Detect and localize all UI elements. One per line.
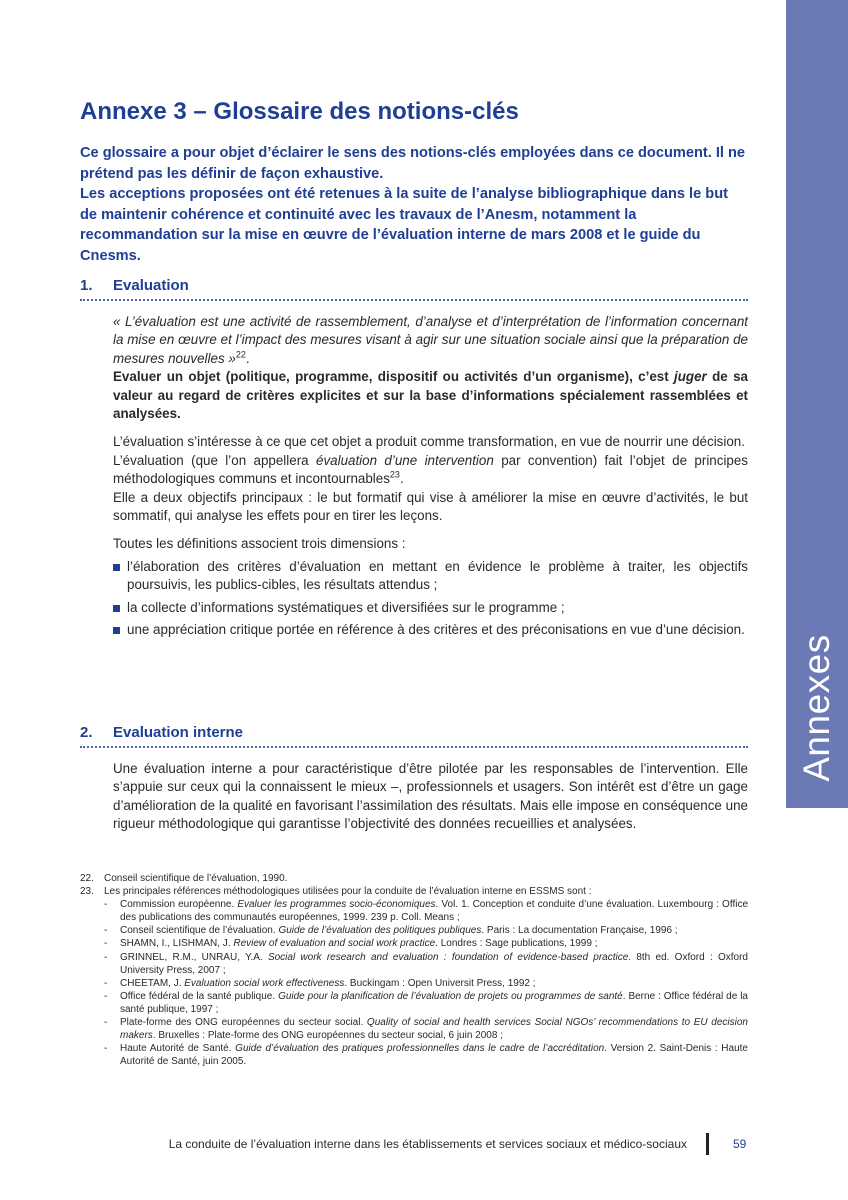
list-item: une appréciation critique portée en référence à des critères et des préconisations en vue d’une décision.	[113, 621, 748, 639]
list-item: l’élaboration des critères d’évaluation en mettant en évidence le problème à traiter, les objectifs poursuivis, les publics-cibles, les résultats attendus ;	[113, 558, 748, 595]
page-title: Annexe 3 – Glossaire des notions-clés	[80, 98, 519, 125]
intro-paragraph: Les acceptions proposées ont été retenues à la suite de l’analyse bibliographique dans le but de maintenir cohérence et continuité avec les travaux de l’Anesm, notamment la recommandation sur la mise en œuvre de l’évaluation interne de mars 2008 et le guide du Cnesms.	[80, 186, 728, 264]
body-paragraph: Une évaluation interne a pour caractéristique d’être pilotée par les responsables de l’intervention. Elle s’appuie sur ceux qui la connaissent le mieux –, professionnels et usagers. Son intérêt est d’être un gage d’amélioration de la qualité en favorisant l’assimilation des résultats. Mais elle impose en conséquence une rigueur méthodologique qui garantisse l’objectivité des données recueillies et analysées.	[113, 761, 748, 832]
list-intro: Toutes les définitions associent trois dimensions :	[113, 536, 406, 552]
section-body-evaluation-interne	[113, 760, 748, 834]
intro	[80, 143, 748, 266]
footnote-22: 22. Conseil scientifique de l’évaluation, 1990.	[80, 873, 288, 884]
section-title: Evaluation	[113, 277, 189, 294]
reference-list	[104, 898, 748, 1068]
section-body-evaluation	[113, 313, 748, 644]
reference-item: - Plate-forme des ONG européennes du secteur social. Quality of social and health services Social NGOs’ recommendations to EU decision makers. Bruxelles : Plate-forme des ONG européennes du secteur social, 6 juin 2008 ;	[104, 1017, 748, 1042]
definition-bold: Evaluer un objet (politique, programme, dispositif ou activités d’un organisme), c’est juger de sa valeur au regard de critères explicites et sur la base d’informations spécialement rassemblées et analysées.	[113, 369, 748, 422]
page-footer	[0, 1136, 848, 1156]
footnotes	[80, 872, 748, 1068]
body-paragraph: L’évaluation s’intéresse à ce que cet objet a produit comme transformation, en vue de nourrir une décision.	[113, 434, 745, 450]
list-item: la collecte d’informations systématiques et diversifiées sur le programme ;	[113, 599, 748, 617]
intro-paragraph: Ce glossaire a pour objet d’éclairer le sens des notions-clés employées dans ce document. Il ne prétend pas les définir de façon exhaustive.	[80, 145, 746, 182]
reference-item: - Commission européenne. Evaluer les programmes socio-économiques. Vol. 1. Conception et conduite d’une évaluation. Luxembourg : Office des publications des communautés européennes, 1999. 239 p. Coll. Means ;	[104, 899, 748, 924]
section-number: 2.	[80, 724, 93, 741]
section-title: Evaluation interne	[113, 724, 244, 741]
body-paragraph: Elle a deux objectifs principaux : le but formatif qui vise à améliorer la mise en œuvre d’activités, le but sommatif, qui analyse les effets pour en tirer les leçons.	[113, 489, 748, 524]
section-heading-evaluation-interne	[80, 724, 748, 748]
reference-item: - Office fédéral de la santé publique. Guide pour la planification de l’évaluation de projets ou programmes de santé. Berne : Office fédéral de la santé publique, 1997 ;	[104, 990, 748, 1015]
definition-quote: « L’évaluation est une activité de rassemblement, d’analyse et d’interprétation de l’information concernant la mise en œuvre et l’impact des mesures visant à agir sur une situation sociale ainsi que la préparation de mesures nouvelles »$^{22}$.	[113, 314, 748, 366]
footer-title: La conduite de l’évaluation interne dans les établissements et services sociaux et médico-sociaux	[168, 1137, 687, 1151]
footer-divider	[706, 1133, 709, 1155]
side-tab-label: Annexes	[796, 634, 837, 782]
footnote-ref[interactable]: 22	[235, 349, 246, 360]
dimension-list	[113, 558, 748, 640]
square-bullet-icon	[113, 605, 120, 612]
section-number: 1.	[80, 277, 93, 294]
reference-item: - CHEETAM, J. Evaluation social work effectiveness. Buckingam : Open Universit Press, 1992 ;	[104, 977, 536, 989]
footnote-ref[interactable]: 23	[389, 469, 400, 480]
square-bullet-icon	[113, 564, 120, 571]
square-bullet-icon	[113, 627, 120, 634]
reference-item: - SHAMN, I., LISHMAN, J. Review of evaluation and social work practice. Londres : Sage publications, 1999 ;	[104, 938, 598, 950]
section-heading-evaluation	[80, 277, 748, 301]
reference-item: - GRINNEL, R.M., UNRAU, Y.A. Social work research and evaluation : foundation of evidence-based practice. 8th ed. Oxford : Oxford University Press, 2007 ;	[104, 951, 748, 976]
reference-item: - Haute Autorité de Santé. Guide d’évaluation des pratiques professionnelles dans le cadre de l’accréditation. Version 2. Saint-Denis : Haute Autorité de Santé, juin 2005.	[104, 1043, 748, 1068]
body-paragraph: L’évaluation (que l’on appellera évaluation d’une intervention par convention) fait l’objet de principes méthodologiques communs et incontournables$^{23}$.	[113, 452, 749, 487]
footnote-23: 23. Les principales références méthodologiques utilisées pour la conduite de l’évaluation interne en ESSMS sont : - Commission européenne. Evaluer les programmes socio-économiques. Vol. 1. Conception et conduite d’une évaluation. Luxembourg : Office des publications des communautés européennes, 1999. 239 p. Coll. Means ; - Conseil scientifique de l’évaluation. Guide de l’évaluation des politiques publiques. Paris : La documentation Française, 1996 ; - SHAMN, I., LISHMAN, J. Review of evaluation and social work practice. Londres : Sage publications, 1999 ; - GRINNEL, R.M., UNRAU, Y.A. Social work research and evaluation : foundation of evidence-based practice. 8th ed. Oxford : Oxford University Press, 2007 ; - CHEETAM, J. Evaluation social work effectiveness. Buckingam : Open Universit Press, 1992 ; - Office fédéral de la santé publique. Guide pour la planification de l’évaluation de projets ou programmes de santé. Berne : Office fédéral de la santé publique, 1997 ; - Plate-forme des ONG européennes du secteur social. Quality of social and health services Social NGOs’ recommendations to EU decision makers. Bruxelles : Plate-forme des ONG européennes du secteur social, 6 juin 2008 ; - Haute Autorité de Santé. Guide d’évaluation des pratiques professionnelles dans le cadre de l’accréditation. Version 2. Saint-Denis : Haute Autorité de Santé, juin 2005.	[80, 886, 748, 1068]
reference-item: - Conseil scientifique de l’évaluation. Guide de l’évaluation des politiques publiques. Paris : La documentation Française, 1996 ;	[104, 925, 678, 937]
page-number: 59	[733, 1137, 747, 1151]
